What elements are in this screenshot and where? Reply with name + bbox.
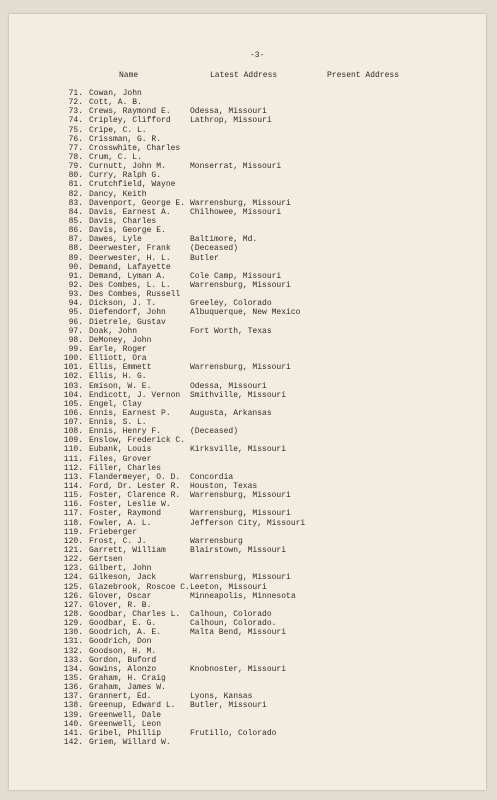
entry-name: Foster, Raymond — [89, 509, 162, 519]
roster-list — [0, 89, 497, 747]
list-item — [0, 162, 497, 171]
entry-number: 98. — [68, 335, 83, 345]
entry-name: Elliott, Ora — [89, 354, 147, 364]
list-item — [0, 674, 497, 683]
entry-number: 118. — [63, 518, 83, 528]
entry-name: Ennis, S. L. — [89, 418, 147, 428]
entry-name: Foster, Clarence R. — [89, 491, 181, 501]
list-item — [0, 308, 497, 317]
entry-number: 80. — [68, 171, 83, 181]
list-item — [0, 464, 497, 473]
entry-latest-address: Calhoun, Colorado. — [190, 619, 277, 629]
entry-name: Files, Grover — [89, 454, 152, 464]
list-item — [0, 107, 497, 116]
entry-name: Crews, Raymond E. — [89, 107, 171, 117]
entry-name: Emison, W. E. — [89, 381, 152, 391]
entry-name: Demand, Lyman A. — [89, 271, 166, 281]
list-item — [0, 254, 497, 263]
entry-name: Cripley, Clifford — [89, 116, 171, 126]
list-item — [0, 455, 497, 464]
entry-latest-address: Malta Bend, Missouri — [190, 628, 287, 638]
entry-name: Graham, James W. — [89, 683, 166, 693]
entry-name: Ellis, Emmett — [89, 363, 152, 373]
entry-number: 121. — [63, 546, 83, 556]
entry-number: 119. — [63, 527, 83, 537]
entry-name: Eubank, Louis — [89, 445, 152, 455]
entry-name: Glazebrook, Roscoe C. — [89, 582, 190, 592]
list-item — [0, 427, 497, 436]
list-item — [0, 473, 497, 482]
list-item — [0, 400, 497, 409]
entry-latest-address: Fort Worth, Texas — [190, 326, 272, 336]
entry-name: Fowler, A. L. — [89, 518, 152, 528]
list-item — [0, 601, 497, 610]
entry-name: Earle, Roger — [89, 344, 147, 354]
list-item — [0, 537, 497, 546]
list-item — [0, 199, 497, 208]
list-item — [0, 701, 497, 710]
list-item — [0, 528, 497, 537]
entry-number: 72. — [68, 98, 83, 108]
entry-number: 78. — [68, 152, 83, 162]
entry-latest-address: Calhoun, Colorado — [190, 610, 272, 620]
entry-latest-address: Warrensburg, Missouri — [190, 363, 291, 373]
list-item — [0, 299, 497, 308]
entry-number: 74. — [68, 116, 83, 126]
entry-number: 99. — [68, 344, 83, 354]
entry-number: 71. — [68, 89, 83, 98]
list-item — [0, 217, 497, 226]
entry-name: Curnutt, John M. — [89, 162, 166, 172]
list-item — [0, 180, 497, 189]
entry-name: Goodbar, E. G. — [89, 619, 157, 629]
list-item — [0, 345, 497, 354]
entry-latest-address: Jefferson City, Missouri — [190, 518, 306, 528]
entry-name: Davis, George E. — [89, 226, 166, 236]
entry-number: 125. — [63, 582, 83, 592]
entry-name: Goodbar, Charles L. — [89, 610, 181, 620]
entry-number: 83. — [68, 198, 83, 208]
entry-number: 86. — [68, 226, 83, 236]
entry-name: Crosswhite, Charles — [89, 143, 181, 153]
entry-name: Doak, John — [89, 326, 138, 336]
entry-name: DeMoney, John — [89, 335, 152, 345]
entry-number: 100. — [63, 354, 83, 364]
entry-number: 123. — [63, 564, 83, 574]
entry-name: Crissman, G. R. — [89, 134, 162, 144]
entry-number: 95. — [68, 308, 83, 318]
list-item — [0, 153, 497, 162]
entry-latest-address: Minneapolis, Minnesota — [190, 591, 296, 601]
entry-number: 102. — [63, 372, 83, 382]
entry-name: Greenwell, Leon — [89, 719, 162, 729]
list-item — [0, 583, 497, 592]
list-item — [0, 372, 497, 381]
entry-number: 135. — [63, 674, 83, 683]
entry-name: Dancy, Keith — [89, 189, 147, 199]
entry-latest-address: Augusta, Arkansas — [190, 408, 272, 418]
entry-name: Filler, Charles — [89, 463, 162, 473]
entry-name: Gertsen — [89, 555, 123, 565]
list-item — [0, 564, 497, 573]
entry-name: Cott, A. B. — [89, 98, 142, 108]
entry-number: 89. — [68, 253, 83, 263]
entry-name: Ennis, Henry F. — [89, 427, 162, 437]
list-item — [0, 546, 497, 555]
list-item — [0, 436, 497, 445]
entry-number: 112. — [63, 463, 83, 473]
entry-number: 77. — [68, 143, 83, 153]
entry-number: 104. — [63, 390, 83, 400]
entry-number: 110. — [63, 445, 83, 455]
entry-number: 76. — [68, 134, 83, 144]
entry-number: 115. — [63, 491, 83, 501]
entry-latest-address: Concordia — [190, 472, 234, 482]
entry-name: Deerwester, Frank — [89, 244, 171, 254]
list-item — [0, 354, 497, 363]
entry-name: Cowan, John — [89, 89, 142, 98]
entry-number: 108. — [63, 427, 83, 437]
entry-name: Goodrich, Don — [89, 637, 152, 647]
list-item — [0, 409, 497, 418]
entry-name: Demand, Lafayette — [89, 262, 171, 272]
entry-name: Gribel, Phillip — [89, 728, 162, 738]
entry-name: Glover, R. B. — [89, 600, 152, 610]
list-item — [0, 391, 497, 400]
entry-name: Goodson, H. M. — [89, 646, 157, 656]
entry-name: Endicott, J. Vernon — [89, 390, 181, 400]
entry-number: 131. — [63, 637, 83, 647]
list-item — [0, 647, 497, 656]
list-item — [0, 555, 497, 564]
entry-number: 133. — [63, 655, 83, 665]
list-item — [0, 656, 497, 665]
entry-name: Griem, Willard W. — [89, 737, 171, 747]
entry-name: Foster, Leslie W. — [89, 500, 171, 510]
entry-number: 109. — [63, 436, 83, 446]
entry-number: 84. — [68, 207, 83, 217]
list-item — [0, 491, 497, 500]
list-item — [0, 519, 497, 528]
entry-name: Ford, Dr. Lester R. — [89, 482, 181, 492]
entry-latest-address: Blairstown, Missouri — [190, 546, 287, 556]
entry-latest-address: Butler, Missouri — [190, 701, 267, 711]
entry-number: 113. — [63, 472, 83, 482]
entry-number: 132. — [63, 646, 83, 656]
entry-name: Gilbert, John — [89, 564, 152, 574]
entry-number: 96. — [68, 317, 83, 327]
entry-latest-address: Odessa, Missouri — [190, 381, 267, 391]
list-item — [0, 272, 497, 281]
list-item — [0, 116, 497, 125]
entry-number: 85. — [68, 216, 83, 226]
entry-latest-address: (Deceased) — [190, 244, 239, 254]
list-item — [0, 318, 497, 327]
entry-number: 79. — [68, 162, 83, 172]
entry-number: 75. — [68, 125, 83, 135]
entry-name: Greenup, Edward L. — [89, 701, 176, 711]
list-item — [0, 171, 497, 180]
entry-number: 142. — [63, 737, 83, 747]
entry-number: 140. — [63, 719, 83, 729]
entry-number: 137. — [63, 692, 83, 702]
entry-number: 92. — [68, 280, 83, 290]
entry-latest-address: Smithville, Missouri — [190, 390, 287, 400]
list-item — [0, 235, 497, 244]
entry-name: Greenwell, Dale — [89, 710, 162, 720]
entry-number: 82. — [68, 189, 83, 199]
entry-latest-address: Warrensburg, Missouri — [190, 198, 291, 208]
entry-number: 111. — [63, 454, 83, 464]
entry-latest-address: Leeton, Missouri — [190, 582, 267, 592]
entry-name: Davis, Charles — [89, 216, 157, 226]
entry-latest-address: Lyons, Kansas — [190, 692, 253, 702]
list-item — [0, 263, 497, 272]
list-item — [0, 665, 497, 674]
entry-name: Ennis, Earnest P. — [89, 408, 171, 418]
entry-latest-address: Houston, Texas — [190, 482, 258, 492]
entry-name: Deerwester, H. L. — [89, 253, 171, 263]
list-item — [0, 628, 497, 637]
list-item — [0, 418, 497, 427]
entry-name: Crum, C. L. — [89, 152, 142, 162]
entry-name: Dickson, J. T. — [89, 299, 157, 309]
list-item — [0, 683, 497, 692]
entry-latest-address: Knobnoster, Missouri — [190, 664, 287, 674]
list-item — [0, 144, 497, 153]
entry-number: 81. — [68, 180, 83, 190]
entry-number: 103. — [63, 381, 83, 391]
list-item — [0, 637, 497, 646]
list-item — [0, 135, 497, 144]
entry-name: Curry, Ralph G. — [89, 171, 162, 181]
entry-number: 114. — [63, 482, 83, 492]
list-item — [0, 126, 497, 135]
list-item — [0, 509, 497, 518]
entry-latest-address: Albuquerque, New Mexico — [190, 308, 301, 318]
entry-name: Garrett, William — [89, 546, 166, 556]
entry-name: Engel, Clay — [89, 399, 142, 409]
list-item — [0, 692, 497, 701]
entry-name: Grannert, Ed. — [89, 692, 152, 702]
entry-name: Frost, C. J. — [89, 536, 147, 546]
entry-name: Flandermeyer, O. D. — [89, 472, 181, 482]
column-header-present-address: Present Address — [327, 71, 400, 80]
list-item — [0, 327, 497, 336]
entry-latest-address: Butler — [190, 253, 219, 263]
entry-number: 126. — [63, 591, 83, 601]
list-item — [0, 190, 497, 199]
entry-name: Crutchfield, Wayne — [89, 180, 176, 190]
entry-number: 139. — [63, 710, 83, 720]
entry-number: 120. — [63, 536, 83, 546]
entry-number: 116. — [63, 500, 83, 510]
entry-number: 122. — [63, 555, 83, 565]
entry-latest-address: Warrensburg, Missouri — [190, 280, 291, 290]
entry-number: 117. — [63, 509, 83, 519]
entry-name: Enslow, Frederick C. — [89, 436, 186, 446]
list-item — [0, 738, 497, 747]
list-item — [0, 281, 497, 290]
entry-number: 138. — [63, 701, 83, 711]
entry-number: 73. — [68, 107, 83, 117]
entry-name: Glover, Oscar — [89, 591, 152, 601]
entry-latest-address: (Deceased) — [190, 427, 239, 437]
entry-name: Gowins, Alonzo — [89, 664, 157, 674]
entry-latest-address: Warrensburg, Missouri — [190, 573, 291, 583]
entry-latest-address: Warrensburg, Missouri — [190, 509, 291, 519]
entry-name: Dawes, Lyle — [89, 235, 142, 245]
entry-number: 88. — [68, 244, 83, 254]
list-item — [0, 482, 497, 491]
list-item — [0, 592, 497, 601]
entry-number: 90. — [68, 262, 83, 272]
list-item — [0, 711, 497, 720]
entry-latest-address: Warrensburg, Missouri — [190, 491, 291, 501]
entry-latest-address: Kirksville, Missouri — [190, 445, 287, 455]
entry-name: Frieberger — [89, 527, 138, 537]
entry-name: Cripe, C. L. — [89, 125, 147, 135]
list-item — [0, 363, 497, 372]
entry-number: 105. — [63, 399, 83, 409]
list-item — [0, 500, 497, 509]
entry-number: 101. — [63, 363, 83, 373]
column-header-name: Name — [119, 71, 139, 80]
entry-latest-address: Baltimore, Md. — [190, 235, 258, 245]
entry-number: 130. — [63, 628, 83, 638]
list-item — [0, 244, 497, 253]
entry-name: Des Combes, L. L. — [89, 280, 171, 290]
entry-number: 127. — [63, 600, 83, 610]
entry-number: 134. — [63, 664, 83, 674]
entry-number: 128. — [63, 610, 83, 620]
entry-number: 87. — [68, 235, 83, 245]
entry-latest-address: Frutillo, Colorado — [190, 728, 277, 738]
entry-name: Diefendorf, John — [89, 308, 166, 318]
entry-number: 91. — [68, 271, 83, 281]
list-item — [0, 226, 497, 235]
entry-latest-address: Odessa, Missouri — [190, 107, 267, 117]
entry-number: 93. — [68, 290, 83, 300]
list-item — [0, 290, 497, 299]
entry-name: Gordon, Buford — [89, 655, 157, 665]
entry-latest-address: Chilhowee, Missouri — [190, 207, 282, 217]
entry-latest-address: Greeley, Colorado — [190, 299, 272, 309]
entry-latest-address: Cole Camp, Missouri — [190, 271, 282, 281]
list-item — [0, 619, 497, 628]
entry-name: Davenport, George E. — [89, 198, 186, 208]
entry-latest-address: Monserrat, Missouri — [190, 162, 282, 172]
list-item — [0, 445, 497, 454]
entry-name: Davis, Earnest A. — [89, 207, 171, 217]
column-header-latest-address: Latest Address — [210, 71, 278, 80]
entry-number: 94. — [68, 299, 83, 309]
entry-number: 97. — [68, 326, 83, 336]
list-item — [0, 573, 497, 582]
entry-number: 141. — [63, 728, 83, 738]
list-item — [0, 208, 497, 217]
entry-name: Ellis, H. G. — [89, 372, 147, 382]
entry-latest-address: Lathrop, Missouri — [190, 116, 272, 126]
entry-name: Des Combes, Russell — [89, 290, 181, 300]
entry-name: Gilkeson, Jack — [89, 573, 157, 583]
entry-name: Goodrich, A. E. — [89, 628, 162, 638]
entry-number: 107. — [63, 418, 83, 428]
list-item — [0, 98, 497, 107]
list-item — [0, 610, 497, 619]
list-item — [0, 336, 497, 345]
entry-number: 124. — [63, 573, 83, 583]
entry-latest-address: Warrensburg — [190, 536, 243, 546]
list-item — [0, 89, 497, 98]
list-item — [0, 720, 497, 729]
entry-number: 136. — [63, 683, 83, 693]
entry-number: 129. — [63, 619, 83, 629]
list-item — [0, 729, 497, 738]
entry-name: Graham, H. Craig — [89, 674, 166, 683]
page-number: -3- — [250, 51, 265, 60]
entry-name: Dietrele, Gustav — [89, 317, 166, 327]
list-item — [0, 382, 497, 391]
entry-number: 106. — [63, 408, 83, 418]
